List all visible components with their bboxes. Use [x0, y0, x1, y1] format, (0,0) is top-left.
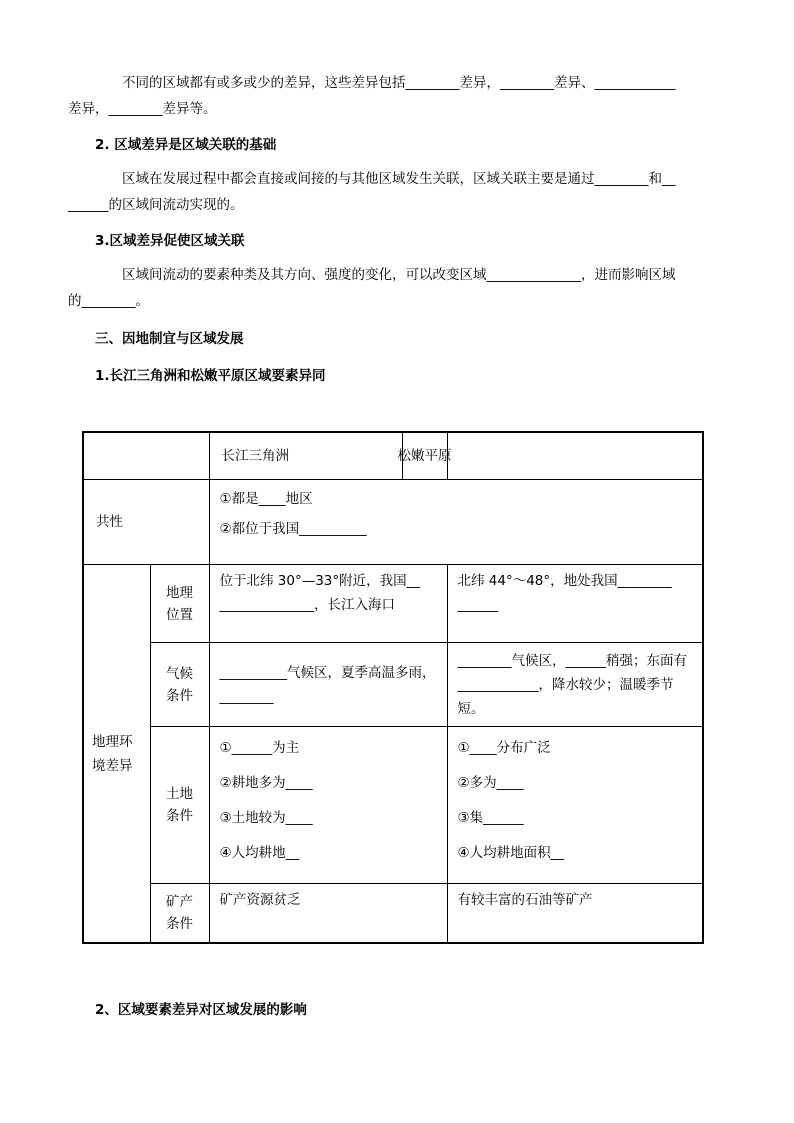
location-yangtze [209, 565, 447, 643]
climate-yangtze-line-2: ________ [219, 688, 274, 705]
climate-yangtze-line-1: __________气候区，夏季高温多雨， [219, 664, 436, 681]
common-item-1: ①都是____地区 [219, 491, 313, 507]
climate-yangtze [209, 643, 447, 727]
location-yangtze-line-1: 位于北纬 30°—33°附近，我国__ [219, 573, 421, 589]
mineral-row [83, 884, 703, 944]
land-songnen [447, 727, 703, 884]
land-label-cell [150, 727, 209, 884]
common-item-2: ②都位于我国__________ [219, 521, 367, 537]
land-yangtze-item: ②耕地多为____ [219, 775, 313, 791]
region-comparison-table [82, 431, 704, 944]
section-2-paragraph [68, 166, 705, 218]
header-yangtze: 长江三角洲 [210, 433, 403, 479]
sub-2-heading: 2、区域要素差异对区域发展的影响 [95, 1002, 307, 1018]
location-label-cell [150, 565, 209, 643]
mineral-songnen: 有较丰富的石油等矿产 [447, 884, 703, 944]
climate-label-cell [150, 643, 209, 727]
section-2-line-2: ______的区域间流动实现的。 [68, 197, 244, 213]
mineral-label-cell [150, 884, 209, 944]
land-yangtze-item: ④人均耕地__ [219, 845, 300, 861]
section-3-paragraph [68, 262, 705, 314]
land-row [83, 727, 703, 884]
mineral-yangtze: 矿产资源贫乏 [209, 884, 447, 944]
common-content [209, 480, 703, 565]
header-songnen-cell [397, 432, 703, 480]
location-yangtze-line-2: ______________，长江入海口 [219, 597, 395, 613]
location-songnen-line-1: 北纬 44°～48°，地处我国________ [457, 573, 672, 589]
land-yangtze [209, 727, 447, 884]
location-songnen-line-2: ______ [457, 597, 498, 613]
climate-songnen-line-2: ____________，降水较少；温暖季节短。 [457, 676, 674, 717]
header-songnen: 松嫩平原 [397, 448, 452, 464]
section-2-line-1: 区域在发展过程中都会直接或间接的与其他区域发生关联，区域关联主要是通过________和__ [122, 171, 676, 187]
intro-paragraph [68, 70, 705, 122]
mineral-label: 矿产条件 [166, 894, 193, 932]
intro-line-1: 不同的区域都有或多或少的差异，这些差异包括________差异，________差异、____________ [122, 75, 676, 91]
section-3-line-1: 区域间流动的要素种类及其方向、强度的变化，可以改变区域______________，进而影响区域 [122, 267, 676, 283]
land-yangtze-item: ①______为主 [219, 740, 300, 756]
table-header-row [83, 432, 703, 480]
common-row [83, 480, 703, 565]
climate-label: 气候条件 [166, 665, 193, 704]
climate-songnen-line-1: ________气候区，______稍强；东面有 [457, 652, 687, 669]
common-label: 共性 [83, 480, 209, 565]
climate-row [83, 643, 703, 727]
sub-1-heading: 1.长江三角洲和松嫩平原区域要素异同 [95, 368, 326, 384]
diff-label-cell [83, 565, 150, 944]
location-row [83, 565, 703, 643]
section-3-heading: 3.区域差异促使区域关联 [95, 233, 245, 249]
land-songnen-item: ④人均耕地面积__ [457, 845, 565, 861]
land-songnen-item: ②多为____ [457, 775, 524, 791]
land-songnen-item: ①____分布广泛 [457, 740, 551, 756]
diff-label: 地理环境差异 [92, 733, 133, 774]
header-empty-cell [83, 432, 209, 480]
land-yangtze-item: ③土地较为____ [219, 810, 313, 826]
section-3-line-2: 的________。 [68, 293, 149, 309]
part-3-heading: 三、因地制宜与区域发展 [95, 331, 244, 347]
intro-line-2: 差异，________差异等。 [68, 101, 217, 117]
location-songnen [447, 565, 703, 643]
land-songnen-item: ③集______ [457, 810, 524, 826]
section-2-heading: 2. 区域差异是区域关联的基础 [95, 137, 277, 153]
climate-songnen [447, 643, 703, 727]
land-label: 土地条件 [166, 786, 193, 824]
location-label: 地理位置 [166, 584, 193, 623]
